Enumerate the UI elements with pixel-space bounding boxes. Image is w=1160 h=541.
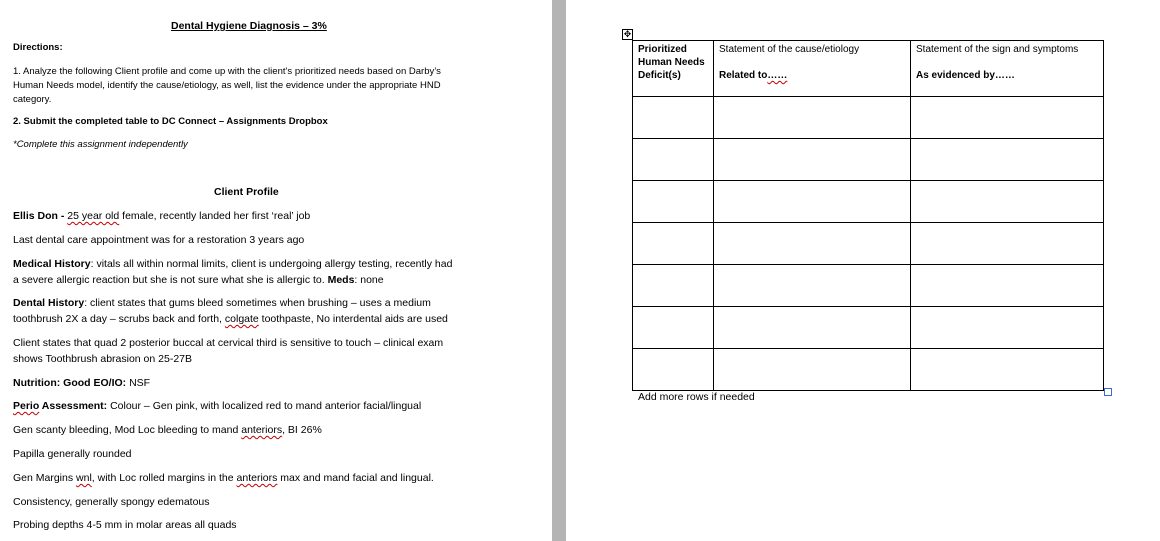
table-cell[interactable]: [633, 223, 714, 265]
dental-history-label: Dental History: [13, 297, 85, 309]
last-dental-appointment: Last dental care appointment was for a restoration 3 years ago: [13, 234, 305, 246]
margins-text: Gen Margins: [13, 472, 77, 484]
margins-rolled: , with Loc rolled margins in the: [91, 472, 237, 484]
table-cell[interactable]: [633, 97, 714, 139]
bleeding-anteriors: anteriors: [241, 424, 283, 436]
header-col3-line1: Statement of the sign and symptoms: [916, 44, 1079, 55]
related-to-label: Related to: [719, 70, 768, 81]
direction-2: 2. Submit the completed table to DC Connect – Assignments Dropbox: [13, 116, 328, 127]
name-separator: -: [57, 210, 68, 222]
header-sign-symptoms[interactable]: [911, 41, 1104, 97]
nutrition-label: Nutrition: Good EO/IO:: [13, 377, 127, 389]
client-name-line: [13, 209, 310, 223]
table-cell[interactable]: [714, 139, 911, 181]
table-move-handle-icon[interactable]: ✥: [623, 29, 632, 39]
medical-history-label: Medical History: [13, 258, 91, 270]
sensitivity-line-1: Client states that quad 2 posterior buccal at cervical third is sensitive to touch – clinical exam: [13, 337, 444, 349]
dental-history-text: : client states that gums bleed sometimes when brushing – uses a medium: [84, 297, 431, 309]
margins-location: max and mand facial and lingual.: [277, 472, 434, 484]
direction-1-line-3: category.: [13, 94, 52, 105]
margins-anteriors: anteriors: [236, 472, 278, 484]
header-col2-line1: Statement of the cause/etiology: [719, 44, 860, 55]
bleeding-index: , BI 26%: [282, 424, 322, 436]
right-page: [566, 0, 1160, 541]
header-cause-etiology[interactable]: [714, 41, 911, 97]
client-profile-heading: Client Profile: [214, 186, 279, 198]
bleeding-line: [13, 423, 322, 437]
table-resize-handle[interactable]: [1104, 388, 1112, 396]
consistency-line: Consistency, generally spongy edematous: [13, 496, 210, 508]
table-cell[interactable]: [714, 307, 911, 349]
perio-label-word: Perio: [13, 400, 40, 412]
table-row: [633, 139, 1104, 181]
medical-history-line-1: [13, 257, 452, 271]
perio-colour: Colour – Gen pink, with localized red to mand anterior facial/lingual: [107, 400, 422, 412]
table-cell[interactable]: [911, 223, 1104, 265]
perio-assessment-line: [13, 399, 421, 413]
table-row: [633, 349, 1104, 391]
left-page: [0, 0, 552, 541]
add-rows-note: Add more rows if needed: [638, 391, 755, 403]
brushing-text: toothbrush 2X a day – scrubs back and forth,: [13, 313, 225, 325]
bleeding-text: Gen scanty bleeding, Mod Loc bleeding to mand: [13, 424, 242, 436]
header-col1-line2: Human Needs: [638, 57, 705, 68]
toothpaste-brand: colgate: [224, 313, 259, 325]
medical-history-line-2: [13, 273, 384, 287]
table-row: [633, 181, 1104, 223]
table-cell[interactable]: [911, 97, 1104, 139]
table-row: [633, 307, 1104, 349]
header-prioritized-needs[interactable]: [633, 41, 714, 97]
table-row: [633, 97, 1104, 139]
table-header-row: [633, 41, 1104, 97]
margins-wnl: wnl: [76, 472, 92, 484]
direction-1-line-2: Human Needs model, identify the cause/etiology, as well, list the evidence under the appropriate HND: [13, 80, 441, 91]
table-cell[interactable]: [714, 265, 911, 307]
related-to-ellipsis: ……: [767, 70, 788, 81]
dental-history-line-2: [13, 312, 448, 326]
direction-1-line-1: 1. Analyze the following Client profile and come up with the client’s prioritized needs based on Darby’s: [13, 66, 441, 77]
table-cell[interactable]: [911, 181, 1104, 223]
client-name: Ellis Don: [13, 210, 58, 222]
meds-value: : none: [354, 274, 384, 286]
table-cell[interactable]: [714, 97, 911, 139]
age-text: 25 year old: [67, 210, 120, 222]
sensitivity-line-2: shows Toothbrush abrasion on 25-27B: [13, 353, 193, 365]
client-description: female, recently landed her first ‘real’ job: [119, 210, 311, 222]
table-cell[interactable]: [911, 307, 1104, 349]
table-cell[interactable]: [633, 265, 714, 307]
dental-history-line-1: [13, 296, 431, 310]
directions-label: Directions:: [13, 42, 63, 53]
table-cell[interactable]: [633, 181, 714, 223]
table-cell[interactable]: [633, 307, 714, 349]
table-cell[interactable]: [714, 349, 911, 391]
nutrition-line: [13, 376, 150, 390]
papilla-line: Papilla generally rounded: [13, 448, 132, 460]
table-cell[interactable]: [714, 181, 911, 223]
table-cell[interactable]: [911, 139, 1104, 181]
table-row: [633, 223, 1104, 265]
nutrition-value: NSF: [126, 377, 151, 389]
hnd-table: [632, 40, 1104, 391]
header-col1-line1: Prioritized: [638, 44, 687, 55]
table-cell[interactable]: [911, 349, 1104, 391]
meds-label: Meds: [327, 274, 355, 286]
as-evidenced-by-label: As evidenced by……: [916, 70, 1015, 81]
independent-note: *Complete this assignment independently: [13, 139, 188, 150]
allergy-text: a severe allergic reaction but she is not sure what she is allergic to.: [13, 274, 328, 286]
doc-title: Dental Hygiene Diagnosis – 3%: [171, 20, 327, 32]
margins-line: [13, 471, 434, 485]
medical-history-text: : vitals all within normal limits, client is undergoing allergy testing, recently had: [90, 258, 453, 270]
table-cell[interactable]: [911, 265, 1104, 307]
interdental-text: toothpaste, No interdental aids are used: [258, 313, 448, 325]
table-cell[interactable]: [633, 139, 714, 181]
table-row: [633, 265, 1104, 307]
table-cell[interactable]: [633, 349, 714, 391]
perio-label: Assessment:: [39, 400, 108, 412]
probing-line: Probing depths 4-5 mm in molar areas all quads: [13, 519, 237, 531]
page-gutter: [552, 0, 566, 541]
header-col1-line3: Deficit(s): [638, 70, 681, 81]
table-cell[interactable]: [714, 223, 911, 265]
